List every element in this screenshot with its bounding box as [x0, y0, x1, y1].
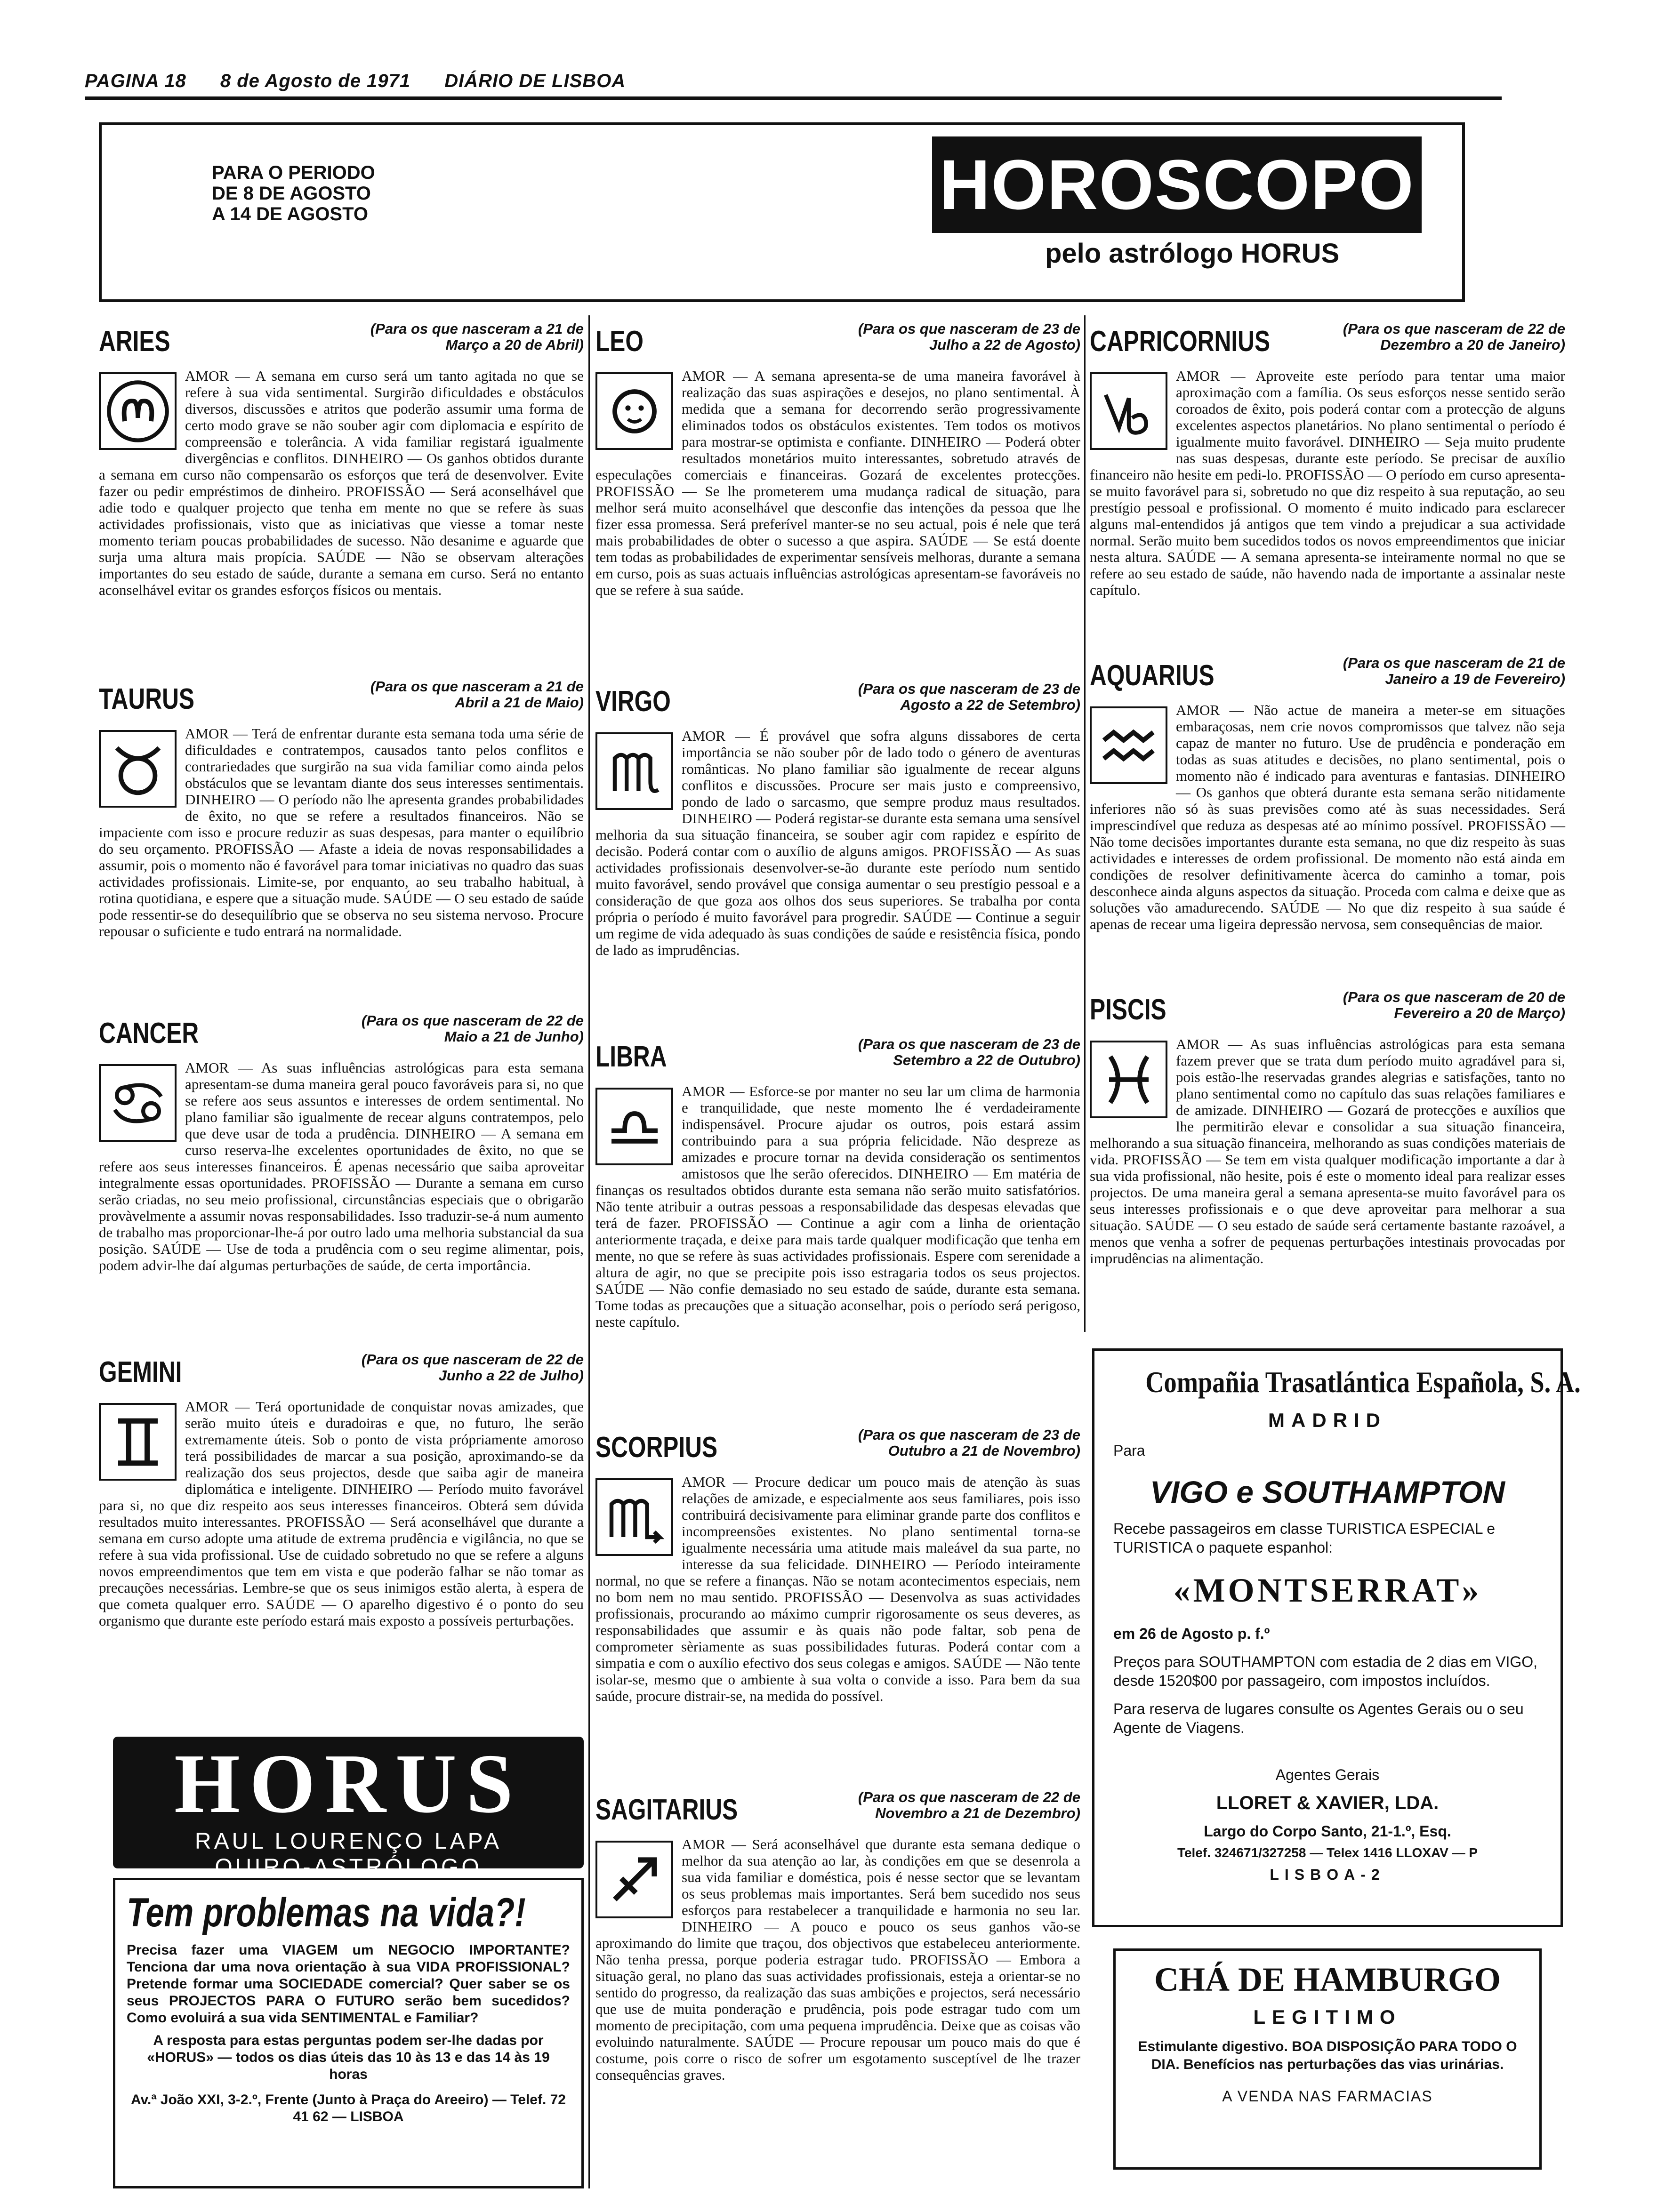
sign-text: AMOR — Esforce-se por manter no seu lar um clima de harmonia e tranquilidade, que neste momento lhe é verdadeiramente indispensável. Procure ajudar os outros, pois estará assim contribuindo para a sua própria felicidade. Não despreze as amizades e procure tornar na devida consideração os sentimentos amistosos que lhe serão oferecidos. DINHEIRO — Em matéria de finanças os resultados obtidos durante esta semana não serão muito satisfatórios. Não tente atribuir a outras pessoas a responsabilidade das despesas elevadas que terá de fazer. PROFISSÃO — Continue a agir com a linha de orientação anteriormente traçada, e deixe para mais tarde qualquer modificação que tenha em mente, no que se refere às suas actividades profissionais. Espere com serenidade a altura de agir, no que se precipite pois isso estragaria todos os seus projectos. SAÚDE — Não confie demasiado no seu estado de saúde, durante esta semana. Tome todas as precauções que a situação aconselhar, pois o período será perigoso, neste capítulo.	[595, 1083, 1080, 1330]
horus-name: RAUL LOURENÇO LAPA QUIRO-ASTRÓLOGO	[194, 1829, 502, 1880]
sign-name: VIRGO	[595, 685, 671, 718]
cte-ship: «MONTSERRAT»	[1173, 1571, 1482, 1609]
sign-name: AQUARIUS	[1090, 659, 1215, 692]
problems-text: Precisa fazer uma VIAGEM um NEGOCIO IMPORTANTE? Tenciona dar uma nova orientação à sua VIDA PROFISSIONAL? Pretende formar uma SOCIEDADE comercial? Quer saber se os seus PROJECTOS PARA O FUTURO serão bem sucedidos? Como evoluirá a sua vida SENTIMENTAL e Familiar?	[127, 1942, 570, 2026]
sign-dates: (Para os que nasceram de 23 de Agosto a 22 de Setembro)	[858, 681, 1080, 713]
sign-name: LEO	[595, 325, 643, 358]
cha-foot: A VENDA NAS FARMACIAS	[1222, 2088, 1433, 2105]
cha-sub: LEGITIMO	[1253, 2006, 1402, 2028]
sign-taurus	[99, 678, 584, 939]
sign-name: GEMINI	[99, 1356, 182, 1388]
page-number: PAGINA 18	[85, 71, 186, 91]
ram-icon	[99, 372, 177, 450]
problems-title: Tem problemas na vida?!	[127, 1890, 526, 1935]
twins-icon	[99, 1403, 177, 1481]
period-line-2: DE 8 DE AGOSTO	[212, 183, 371, 204]
newspaper-name: DIÁRIO DE LISBOA	[444, 71, 626, 91]
sign-leo	[595, 321, 1080, 598]
lion-icon	[595, 372, 673, 450]
sign-name: CAPRICORNIUS	[1090, 325, 1271, 358]
bull-icon	[99, 730, 177, 808]
sign-name: TAURUS	[99, 683, 194, 715]
cte-receives: Recebe passageiros em classe TURISTICA ESPECIAL e TURISTICA o paquete espanhol:	[1113, 1520, 1496, 1556]
period-line-1: PARA O PERIODO	[212, 162, 375, 183]
horoscope-subtitle: pelo astrólogo HORUS	[1045, 238, 1340, 269]
sign-dates: (Para os que nasceram de 23 de Setembro a 22 de Outubro)	[858, 1036, 1080, 1068]
sign-sagitarius	[595, 1789, 1080, 2083]
sign-dates: (Para os que nasceram de 23 de Julho a 22 de Agosto)	[858, 321, 1080, 353]
problems-answer: A resposta para estas perguntas podem ser-lhe dadas por «HORUS» — todos os dias úteis das 10 às 13 e das 14 às 19 horas	[147, 2033, 550, 2082]
sign-text: AMOR — Procure dedicar um pouco mais de atenção às suas relações de amizade, e especialmente aos seus familiares, pois isso contribuirá decisivamente para eliminar grande parte dos conflitos e incompreensões existentes. No plano sentimental torna-se igualmente necessária uma atitude mais maleável da sua parte, no interesse da sua felicidade. DINHEIRO — Período inteiramente normal, no que se refere a finanças. Não se notam acontecimentos especiais, nem no bom nem no mau sentido. PROFISSÃO — Desenvolva as suas actividades profissionais, procurando ao máximo cumprir rigorosamente os seus deveres, as responsabilidades que assumir e às quais não pode faltar, sob pena de comprometer sèriamente as suas possibilidades futuras. Poderá contar com a simpatia e com o auxílio efectivo dos seus colegas e amigos. SAÚDE — Não tente isolar-se, mesmo que o ambiente à sua volta o convide a isso. Para bem da sua saúde, procure distrair-se, na medida do possível.	[595, 1474, 1080, 1704]
problems-address: Av.ª João XXI, 3-2.º, Frente (Junto à Praça do Areeiro) — Telef. 72 41 62 — LISBOA	[131, 2092, 566, 2124]
scales-icon	[595, 1088, 673, 1165]
period-text	[212, 162, 375, 224]
cte-route: VIGO e SOUTHAMPTON	[1150, 1475, 1505, 1509]
sign-gemini	[99, 1351, 584, 1629]
sign-scorpius	[595, 1427, 1080, 1704]
sign-name: ARIES	[99, 325, 170, 358]
sign-piscis	[1090, 989, 1565, 1266]
crab-icon	[99, 1064, 177, 1142]
sign-text: AMOR — Terá oportunidade de conquistar novas amizades, que serão muito úteis e duradoiras e que, no futuro, lhe serão extremamente úteis. Sob o ponto de vista própriamente amoroso terá possibilidades de marcar a sua posição, aproximando-se da realização dos seus projectos, desde que saiba agir de maneira diplomática e inteligente. DINHEIRO — Período muito favorável para si, no que diz respeito aos seus interesses financeiros. Obterá sem dúvida resultados muito interessantes. PROFISSÃO — Será aconselhável que durante a semana em curso adopte uma atitude de extrema prudência e vigilância, no que se refere à sua vida profissional. Use de cuidado sobretudo no que se refere a alguns novos empreendimentos que tem em vista e que poderão falhar se não tomar as precauções necessárias. Lembre-se que os seus inimigos estão alerta, à espera de que cometa qualquer erro. SAÚDE — O aparelho digestivo é o ponto do seu organismo que durante este período estará mais exposto a possíveis perturbações.	[99, 1398, 584, 1629]
sign-capricornius	[1090, 321, 1565, 598]
sign-text: AMOR — A semana em curso será um tanto agitada no que se refere à sua vida sentimental. Surgirão dificuldades e obstáculos diversos, discussões e atritos que poderão assumir uma forma de certo modo grave se não souber agir com diplomacia e espírito de compreensão e tolerância. A vida familiar registará igualmente divergências e conflitos. DINHEIRO — Os ganhos obtidos durante a semana em curso não compensarão os esforços que terá de desenvolver. Evite fazer ou pedir empréstimos de dinheiro. PROFISSÃO — Será aconselhável que adie todo e qualquer projecto que tenha em mente no que se refere às suas actividades profissionais, visto que as iniciativas que viesse a tomar neste momento teriam poucas probabilidades de sucesso. Não desanime e aguarde que surja uma altura mais propícia. SAÚDE — Não se observam alterações importantes do seu estado de saúde, durante a semana em curso. Será no entanto aconselhável evitar os grandes esforços físicos ou mentais.	[99, 368, 584, 598]
sign-text: AMOR — Aproveite este período para tentar uma maior aproximação com a família. Os seus esforços nesse sentido serão coroados de êxito, pois poderá contar com a protecção de alguns excelentes aspectos planetários. No plano sentimental o período é igualmente muito favorável. DINHEIRO — Seja muito prudente nas suas despesas, durante este período. Se precisar de auxílio financeiro não hesite em pedi-lo. PROFISSÃO — O período em curso apresenta-se muito favorável para si, sobretudo no que diz respeito à sua reputação, ao seu prestígio pessoal e profissional. O momento é muito indicado para esclarecer alguns mal-entendidos já antigos que tem vindo a prejudicar a sua actividade normal. Serão muito bem sucedidos todos os novos empreendimentos que iniciar nesta altura. SAÚDE — A semana apresenta-se inteiramente normal no que se refere ao seu estado de saúde, não havendo nada de importante a assinalar neste capítulo.	[1090, 368, 1565, 598]
sign-dates: (Para os que nasceram de 20 de Fevereiro a 20 de Março)	[1343, 989, 1565, 1021]
cte-booking: Para reserva de lugares consulte os Agentes Gerais ou o seu Agente de Viagens.	[1113, 1700, 1524, 1736]
sign-aries	[99, 321, 584, 598]
scorpion-icon	[595, 1478, 673, 1556]
sign-virgo	[595, 681, 1080, 958]
page-header	[85, 71, 654, 92]
sign-name: SAGITARIUS	[595, 1794, 738, 1826]
sign-libra	[595, 1036, 1080, 1330]
sign-dates: (Para os que nasceram de 22 de Dezembro a 20 de Janeiro)	[1343, 321, 1565, 353]
header-rule	[85, 96, 1502, 100]
column-rule-1	[588, 315, 590, 2188]
sign-dates: (Para os que nasceram de 22 de Novembro a 21 de Dezembro)	[858, 1789, 1080, 1821]
sign-name: CANCER	[99, 1017, 199, 1050]
column-rule-2	[1084, 315, 1086, 1332]
cha-title: CHÁ DE HAMBURGO	[1154, 1961, 1501, 1998]
sign-text: AMOR — As suas influências astrológicas para esta semana fazem prever que se trata dum período muito agradável para si, pois estão-lhe reservadas grandes alegrias e satisfações, tanto no plano sentimental como no capítulo das suas relações familiares e de amizade. DINHEIRO — Gozará de protecções e auxílios que lhe permitirão elevar e consolidar a sua situação financeira, melhorando a sua situação financeira, melhorando as suas condições materiais de vida. PROFISSÃO — Se tem em vista qualquer modificação importante a dar à sua vida profissional, não hesite, pois é este o momento ideal para realizar esses projectos. De uma maneira geral a semana apresenta-se muito favorável para os seus interesses profissionais e o que deve aproveitar para melhorar a sua situação. SAÚDE — O seu estado de saúde será certamente bastante razoável, a menos que venha a sofrer de pequenas perturbações intestinais provocadas por imprudências na alimentação.	[1090, 1036, 1565, 1266]
cte-agents: Agentes Gerais LLORET & XAVIER, LDA. Largo do Corpo Santo, 21-1.º, Esq. Telef. 324671/327258 — Telex 1416 LLOXAV — P LISBOA-2	[1177, 1766, 1478, 1883]
sign-text: AMOR — A semana apresenta-se de uma maneira favorável à realização das suas aspirações e desejos, no plano sentimental. À medida que a semana for decorrendo serão progressivamente eliminados todos os obstáculos existentes. Tem todos os motivos para mostrar-se optimista e confiante. DINHEIRO — Poderá obter resultados monetários muito interessantes, sobretudo através de especulações comerciais e financeiras. Gozará de excelentes protecções. PROFISSÃO — Se lhe prometerem uma mudança radical de situação, para melhor será muito aconselhável que desconfie das intenções da pessoa que lhe fizer essa promessa. Será preferível manter-se no seu actual, pois é nele que terá mais probabilidades de obter o sucesso a que aspira. SAÚDE — Se está doente tem todas as probabilidades de experimentar sensíveis melhoras, durante a semana em curso, pois as suas actuais influências astrológicas apresentam-se favoráveis no que se refere à sua saúde.	[595, 368, 1080, 598]
archer-icon	[595, 1841, 673, 1918]
page-date: 8 de Agosto de 1971	[220, 71, 411, 91]
sign-text: AMOR — As suas influências astrológicas para esta semana apresentam-se duma maneira geral pouco favoráveis para si, no que se refere aos seus assuntos e interesses de ordem sentimental. No plano familiar são igualmente de recear alguns contratempos, pelo que deve usar de toda a prudência. DINHEIRO — A semana em curso reserva-lhe excelentes oportunidades de êxito, no que se refere aos seus interesses financeiros. É apenas necessário que saiba aproveitar integralmente essas oportunidades. PROFISSÃO — Durante a semana em curso serão criadas, no seu meio profissional, circunstâncias especiais que o obrigarão provàvelmente a assumir novas responsabilidades. Isso traduzir-se-á num aumento de trabalho mas proporcionar-lhe-á por outro lado uma melhoria substancial da sua posição. SAÚDE — Use de toda a prudência com o seu regime alimentar, pois, podem advir-lhe daí algumas perturbações de saúde, de certa importância.	[99, 1059, 584, 1274]
sign-name: SCORPIUS	[595, 1431, 718, 1464]
fish-icon	[1090, 1041, 1167, 1118]
sign-name: LIBRA	[595, 1041, 667, 1073]
sign-dates: (Para os que nasceram de 22 de Junho a 22 de Julho)	[361, 1351, 584, 1384]
sign-dates: (Para os que nasceram de 21 de Janeiro a 19 de Fevereiro)	[1343, 655, 1565, 687]
water-bearer-icon	[1090, 706, 1167, 784]
horus-logo: HORUS	[174, 1737, 523, 1830]
cha-text: Estimulante digestivo. BOA DISPOSIÇÃO PARA TODO O DIA. Benefícios nas perturbações das vias urinárias.	[1138, 2039, 1517, 2072]
period-line-3: A 14 DE AGOSTO	[212, 204, 368, 224]
sign-name: PISCIS	[1090, 994, 1166, 1026]
sign-dates: (Para os que nasceram de 23 de Outubro a 21 de Novembro)	[858, 1427, 1080, 1459]
virgin-icon	[595, 732, 673, 810]
cte-title: Compañia Trasatlántica Española, S. A.	[1145, 1365, 1581, 1399]
sign-dates: (Para os que nasceram de 22 de Maio a 21 de Junho)	[361, 1012, 584, 1045]
goat-icon	[1090, 372, 1167, 450]
cte-city: MADRID	[1268, 1409, 1387, 1431]
sign-text: AMOR — É provável que sofra alguns dissabores de certa importância se não souber pôr de lado todo o género de aventuras românticas. No plano familiar são igualmente de recear alguns conflitos e discussões. Procure ser mais justo e compreensivo, pondo de lado o sarcasmo, que sempre produz maus resultados. DINHEIRO — Poderá registar-se durante esta semana uma sensível melhoria da sua situação financeira, se souber agir com rapidez e espírito de decisão. Poderá contar com o auxílio de alguns amigos. PROFISSÃO — As suas actividades profissionais desenvolver-se-ão durante este período num sentido muito favorável, sendo provável que consiga aumentar o seu prestígio pessoal e a consideração de que goza aos olhos dos seus superiores. Se trabalha por conta própria o período é muito favorável para progredir. SAÚDE — Continue a seguir um regime de vida adequado às suas condições de saúde e resistência física, pondo de lado as imprudências.	[595, 728, 1080, 958]
sign-cancer	[99, 1012, 584, 1274]
cte-para: Para	[1113, 1442, 1145, 1459]
problems-ad	[113, 1878, 584, 2188]
horoscope-title: HOROSCOPO	[932, 136, 1422, 233]
trasatlantica-ad	[1092, 1348, 1581, 1927]
sign-aquarius	[1090, 655, 1565, 932]
sign-text: AMOR — Será aconselhável que durante esta semana dedique o melhor da sua atenção ao lar, às condições em que se desenrola a sua vida familiar e doméstica, pois é nesse sector que se levantam os seus problemas mais importantes. Será bem sucedido nos seus esforços para restabelecer a tranquilidade e harmonia no seu lar. DINHEIRO — A pouco e pouco os seus ganhos vão-se aproximando do limite que traçou, dos objectivos que estabeleceu anteriormente. Não tenha pressa, porque poderia estragar tudo. PROFISSÃO — Embora a situação geral, no plano das suas actividades profissionais, esteja a orientar-se no sentido do progresso, da realização das suas ambições e projectos, será necessário que use de muita ponderação e prudência, pois pode estragar tudo com um momento de precipitação, com uma pequena imprudência. Deixe que as coisas vão evoluindo naturalmente. SAÚDE — Procure repousar um pouco mais do que é costume, pois corre o risco de sofrer um esgotamento susceptível de lhe trazer consequências graves.	[595, 1836, 1080, 2083]
cte-date: em 26 de Agosto p. f.º	[1113, 1625, 1270, 1642]
sign-dates: (Para os que nasceram a 21 de Abril a 21 de Maio)	[370, 678, 584, 711]
horus-ad-banner	[113, 1737, 584, 1880]
sign-dates: (Para os que nasceram a 21 de Março a 20 de Abril)	[370, 321, 584, 353]
cha-hamburgo-ad	[1113, 1948, 1542, 2170]
sign-text: AMOR — Terá de enfrentar durante esta semana toda uma série de dificuldades e contratempos, causados tanto pelos conflitos e contrariedades que surgirão na sua vida familiar como ainda pelos obstáculos que se levantam diante dos seus interesses sentimentais. DINHEIRO — O período não lhe apresenta grandes probabilidades de êxito, no que se refere a resultados financeiros. Não se impaciente com isso e procure reduzir as suas despesas, para manter o equilíbrio do seu orçamento. PROFISSÃO — Afaste a ideia de novas responsabilidades a assumir, pois o momento não é favorável para tomar iniciativas no quadro das suas actividades profissionais. Limite-se, por enquanto, ao seu trabalho habitual, à rotina quotidiana, e espere que a situação mude. SAÚDE — O seu estado de saúde pode ressentir-se do desequilíbrio que se observa no seu sistema nervoso. Procure repousar o suficiente e tudo entrará na normalidade.	[99, 725, 584, 939]
cte-prices: Preços para SOUTHAMPTON com estadia de 2 dias em VIGO, desde 1520$00 por passageiro, com impostos incluídos.	[1113, 1653, 1538, 1689]
sign-text: AMOR — Não actue de maneira a meter-se em situações embaraçosas, nem crie novos compromissos que talvez não seja capaz de manter no futuro. Use de prudência e ponderação em todas as suas atitudes e decisões, no plano sentimental, pois o momento não é indicado para aventuras e fantasias. DINHEIRO — Os ganhos que obterá durante esta semana serão nitidamente inferiores não só às suas previsões como até às suas necessidades. Será imprescindível que reduza as despesas até ao mínimo possível. PROFISSÃO — Não tome decisões importantes durante esta semana, no que diz respeito às suas actividades e interesses de ordem profissional. De momento não está ainda em condições de resolver definitivamente àcerca do caminho a tomar, pois desconhece ainda alguns aspectos da situação. Proceda com calma e deixe que as soluções vão amadurecendo. SAÚDE — No que diz respeito à sua saúde é apenas de recear uma ligeira depressão nervosa, sem consequências de maior.	[1090, 702, 1565, 932]
